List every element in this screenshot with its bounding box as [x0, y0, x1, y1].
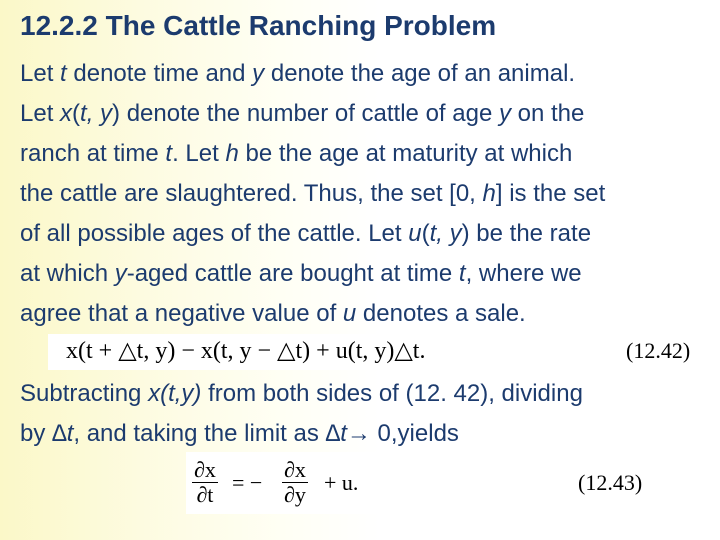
text-run: Let	[20, 60, 61, 87]
plus-u: + u.	[324, 470, 359, 495]
text-run: ) denote the number of cattle of age	[112, 100, 499, 127]
paragraph1-line	[20, 294, 710, 334]
text-run: ranch at time	[20, 140, 166, 167]
var-u: u	[342, 300, 357, 327]
text-run: , and taking the limit as	[73, 420, 326, 447]
var-delta-t: ∆t	[325, 420, 347, 447]
var-t: t	[60, 60, 67, 87]
equation-12-42	[48, 334, 691, 370]
paragraph1-line	[20, 54, 710, 94]
fraction-rhs	[282, 458, 308, 507]
fraction-numerator: ∂x	[194, 457, 216, 482]
var-t: t,	[80, 100, 94, 127]
var-y: y	[114, 260, 127, 287]
text-run: , where we	[465, 260, 582, 287]
fraction-denominator: ∂y	[284, 482, 306, 507]
text-run: ) be the rate	[461, 220, 592, 247]
text-run: . Let	[172, 140, 226, 167]
var-delta-t: ∆t	[52, 420, 74, 447]
text-run: agree that a negative value of	[20, 300, 343, 327]
body-text	[20, 54, 710, 454]
text-run: be the age at maturity at which	[238, 140, 573, 167]
text-run	[443, 220, 450, 247]
text-run: Let	[20, 100, 61, 127]
text-run: at which	[20, 260, 115, 287]
equation-number: (12.42)	[626, 338, 691, 363]
text-run: (	[421, 220, 430, 247]
fraction-numerator: ∂x	[284, 457, 306, 482]
paragraph2-line	[20, 414, 710, 454]
text-run: denote time and	[66, 60, 253, 87]
text-run: denote the age of an animal.	[264, 60, 576, 87]
paragraph1-line	[20, 254, 710, 294]
var-t: t,	[429, 220, 443, 247]
text-run: on the	[510, 100, 585, 127]
equation-number: (12.43)	[578, 470, 643, 495]
text-run: Subtracting	[20, 380, 149, 407]
var-h: h	[482, 180, 496, 207]
slide-title: 12.2.2 The Cattle Ranching Problem	[20, 10, 497, 41]
text-run: denotes a sale.	[356, 300, 526, 327]
var-y: y	[100, 100, 113, 127]
text-run: of all possible ages of the cattle. Let	[20, 220, 409, 247]
text-run: ] is the set	[495, 180, 606, 207]
paragraph1-line	[20, 174, 710, 214]
var-y: y	[498, 100, 511, 127]
text-run: → 0,yields	[346, 420, 459, 447]
equation-12-43	[186, 452, 678, 514]
paragraph1-line	[20, 214, 710, 254]
text-run: -aged cattle are bought at time	[126, 260, 459, 287]
text-run: the cattle are slaughtered. Thus, the set [0,	[20, 180, 483, 207]
equation-expression: x(t + △t, y) − x(t, y − △t) + u(t, y)△t.	[66, 338, 426, 364]
var-u: u	[408, 220, 422, 247]
var-xty: x(t,y)	[148, 380, 202, 407]
text-run: from both sides of (12. 42), dividing	[201, 380, 583, 407]
paragraph1-line	[20, 94, 710, 134]
var-t: t	[458, 260, 466, 287]
equals-minus: = −	[232, 470, 263, 495]
var-h: h	[225, 140, 239, 167]
text-run: by	[20, 420, 53, 447]
var-y: y	[252, 60, 265, 87]
var-t: t	[165, 140, 173, 167]
paragraph2-line	[20, 374, 710, 414]
var-y: y	[449, 220, 462, 247]
text-run: (	[72, 100, 81, 127]
fraction-lhs	[192, 458, 218, 507]
paragraph1-line	[20, 134, 710, 174]
fraction-denominator: ∂t	[196, 482, 214, 507]
var-x: x	[60, 100, 73, 127]
